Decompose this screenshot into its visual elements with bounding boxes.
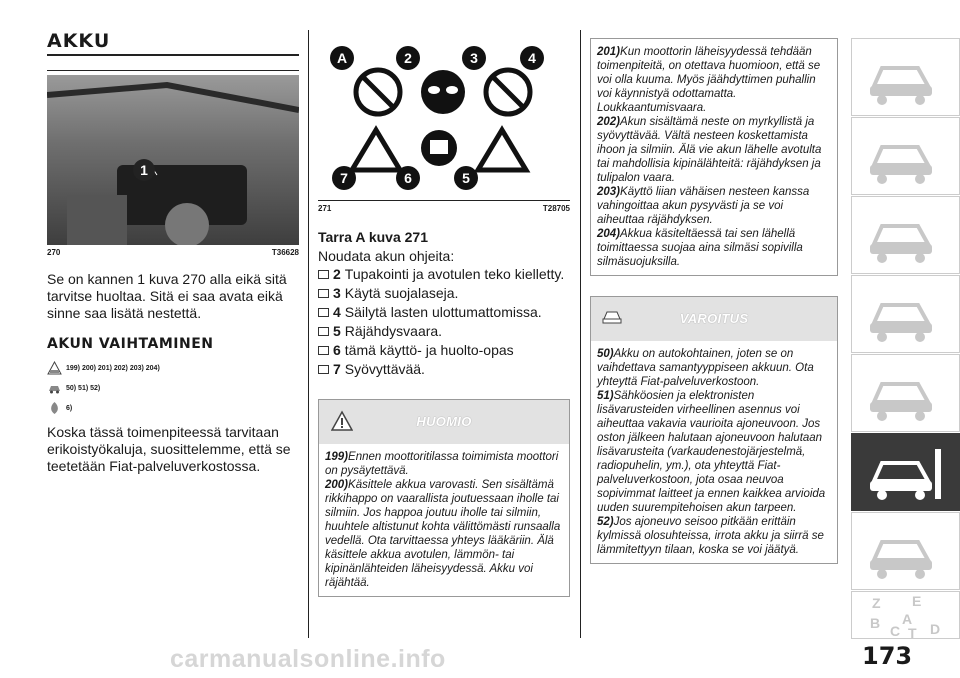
caution-box-header <box>319 400 569 444</box>
instruction-text: Tupakointi ja avotulen teko kielletty. <box>344 266 565 282</box>
label-2: 2 <box>404 50 412 66</box>
sidebar-tab-car-wrench[interactable] <box>851 433 960 511</box>
intro-paragraph: Se on kannen 1 kuva 270 alla eikä sitä tarvitse huoltaa. Sitä ei saa avata eikä sinne saa lisätä nestettä. <box>47 271 287 321</box>
warning-box-header <box>591 297 837 341</box>
car-info-icon <box>866 127 946 187</box>
note-item <box>597 185 831 227</box>
label-7: 7 <box>340 170 348 186</box>
column-1 <box>47 30 299 475</box>
label-4: 4 <box>528 50 536 66</box>
svg-text:T: T <box>908 625 917 638</box>
sidebar-tab-car-info[interactable] <box>851 117 960 195</box>
svg-text:D: D <box>930 621 941 637</box>
warning-label-figure <box>318 30 570 201</box>
continued-caution-box <box>590 38 838 276</box>
sidebar-tab-technical-data[interactable] <box>851 512 960 590</box>
note-text: Akun sisältämä neste on myrkyllistä ja syövyttävää. Vältä nesteen koskettamista ihoon ja silmiin. Älä vie akun lähelle avotulta tai mahdollisia kipinälähteitä: räjähdyksen ja tulipalon vaara. <box>597 116 822 184</box>
column-3 <box>590 38 838 564</box>
section-title: AKKU <box>47 30 111 52</box>
engine-bay-illustration <box>47 75 299 245</box>
checkbox-icon <box>318 270 329 279</box>
engine-bay-photo <box>47 75 299 245</box>
instruction-number: 6 <box>333 342 341 358</box>
warning-car-icon <box>47 381 62 395</box>
figure-code: T36628 <box>271 248 299 257</box>
instruction-item <box>318 284 570 303</box>
car-search-icon <box>866 48 946 108</box>
instruction-number: 3 <box>333 285 341 301</box>
continued-notes <box>591 39 837 275</box>
svg-text:Z: Z <box>872 595 881 611</box>
instruction-number: 4 <box>333 304 341 320</box>
alphabetical-index-icon <box>866 594 946 638</box>
instruction-item <box>318 303 570 322</box>
caution-notes <box>319 444 569 596</box>
note-number: 199) <box>325 451 349 463</box>
warning-box <box>590 296 838 564</box>
checkbox-icon <box>318 308 329 317</box>
instruction-number: 2 <box>333 266 341 282</box>
warning-notes <box>591 341 837 563</box>
instruction-item <box>318 265 570 284</box>
checkbox-icon <box>318 365 329 374</box>
instruction-text: Käytä suojalaseja. <box>344 285 459 301</box>
caution-icon <box>47 361 62 375</box>
corrosive-icon <box>352 130 400 170</box>
instruction-text: tämä käyttö- ja huolto-opas <box>344 342 514 358</box>
explosion-icon <box>478 130 526 170</box>
callout-1: 1 <box>133 159 155 181</box>
technical-data-icon <box>866 522 946 582</box>
figure-top-rule <box>47 70 299 71</box>
figure-caption-2 <box>318 204 570 213</box>
note-item <box>325 450 563 478</box>
figure-caption <box>47 248 299 257</box>
note-item <box>597 45 831 115</box>
service-paragraph: Koska tässä toimenpiteessä tarvitaan erikoistyökaluja, suosittelemme, että se teetetään Fiat-palveluverkostossa. <box>47 424 291 474</box>
note-number: 204) <box>597 228 621 240</box>
warning-box-title: VAROITUS <box>679 311 749 326</box>
instruction-text: Syövyttävää. <box>344 361 425 377</box>
svg-text:E: E <box>912 594 922 609</box>
title-rule <box>47 54 299 56</box>
reference-row-1: 199) 200) 201) 202) 203) 204) <box>47 358 299 378</box>
label-a: A <box>336 50 348 66</box>
instruction-item <box>318 360 570 379</box>
note-item <box>325 478 563 590</box>
note-text: Ennen moottoritilassa toimimista moottori on pysäytettävä. <box>325 451 559 477</box>
column-divider-1 <box>308 30 309 638</box>
checkbox-icon <box>318 289 329 298</box>
note-item <box>597 115 831 185</box>
note-text: Akku on autokohtainen, joten se on vaihdettava samantyyppiseen akkuun. Ota yhteyttä Fiat-palveluverkostoon. <box>597 348 814 388</box>
note-text: Sähköosien ja elektronisten lisävarusteiden virheellinen asennus voi aiheuttaa vakavia vaurioita ajoneuvoon. Jos oston jälkeen halutaan ajoneuvoon halutaan lisävarusteita (varkaudenestojärjestelmä, radiopuhelin, ym.), ota yhteyttä Fiat-palveluverkostoon, jota osaa neuvoa sopivimmat laitteet ja ennen kaikkea arvioida uuden suurempitehoisen akun tarpeen. <box>597 390 826 514</box>
subsection-title: AKUN VAIHTAMINEN <box>47 336 214 352</box>
svg-text:C: C <box>890 623 901 638</box>
goggles-icon <box>421 70 465 114</box>
instruction-number: 5 <box>333 323 341 339</box>
label-5: 5 <box>462 170 470 186</box>
instruction-text: Säilytä lasten ulottumattomissa. <box>344 304 542 320</box>
environment-icon <box>47 401 62 415</box>
figure-code-2: T28705 <box>542 204 570 213</box>
sidebar-tab-alphabetical-index[interactable] <box>851 591 960 639</box>
sidebar-tab-warning-lights[interactable] <box>851 196 960 274</box>
figure-number: 270 <box>47 248 61 257</box>
key-steering-icon <box>866 364 946 424</box>
note-number: 203) <box>597 186 621 198</box>
caution-box <box>318 399 570 597</box>
label-6: 6 <box>404 170 412 186</box>
checkbox-icon <box>318 327 329 336</box>
note-number: 52) <box>597 516 614 528</box>
note-text: Jos ajoneuvo seisoo pitkään erittäin kylmissä olosuhteissa, irrota akku ja siirrä se lämmitettyyn tilaan, koska se voi jäätyä. <box>597 516 824 556</box>
note-text: Käsittele akkua varovasti. Sen sisältämä rikkihappo on vaarallista joutuessaan iholle tai silmiin. Jos happoa joutuu iholle tai silmiin, huuhtele altistunut kohta välittömästi runsaalla vedellä. Ota tarvittaessa yhteys lääkäriin. Älä käsittele akkua avotulen, lämmön- tai kipinänlähteiden läheisyydessä. Akku voi räjähtää. <box>325 479 561 589</box>
svg-text:A: A <box>902 611 913 627</box>
watermark: carmanualsonline.info <box>170 645 446 673</box>
warning-symbols-illustration <box>318 30 570 200</box>
label-heading: Tarra A kuva 271 <box>318 229 428 245</box>
instruction-list <box>318 265 570 379</box>
figure-number-2: 271 <box>318 204 332 213</box>
note-item <box>597 347 831 389</box>
note-number: 51) <box>597 390 614 402</box>
column-2 <box>318 30 570 597</box>
note-text: Käyttö liian vähäisen nesteen kanssa vahingoittaa akun pysyvästi ja se voi aiheuttaa räjähdyksen. <box>597 186 810 226</box>
reference-row-3: 6) <box>47 398 299 418</box>
note-number: 202) <box>597 116 621 128</box>
instruction-text: Räjähdysvaara. <box>344 323 443 339</box>
note-number: 50) <box>597 348 614 360</box>
instruction-number: 7 <box>333 361 341 377</box>
sidebar-tab-key-steering[interactable] <box>851 354 960 432</box>
note-item <box>597 515 831 557</box>
label-intro: Noudata akun ohjeita: <box>318 248 455 264</box>
sidebar-tab-seat-safety[interactable] <box>851 275 960 353</box>
instruction-item <box>318 322 570 341</box>
label-3: 3 <box>470 50 478 66</box>
caution-box-title: HUOMIO <box>416 414 472 429</box>
instruction-item <box>318 341 570 360</box>
note-item <box>597 389 831 515</box>
warning-lights-icon <box>866 206 946 266</box>
reference-row-2: 50) 51) 52) <box>47 378 299 398</box>
sidebar-tab-car-search[interactable] <box>851 38 960 116</box>
note-text: Akkua käsiteltäessä tai sen lähellä toimittaessa suojaa aina silmäsi sopivilla silmäsuojuksilla. <box>597 228 803 268</box>
note-number: 201) <box>597 46 621 58</box>
note-item <box>597 227 831 269</box>
column-divider-2 <box>580 30 581 638</box>
page-number: 173 <box>862 642 913 670</box>
note-text: Kun moottorin läheisyydessä tehdään toimenpiteitä, on otettava huomioon, että se voi olla kuuma. Myös jäähdyttimen puhallin voi käynnistyä odottamatta. Loukkaantumisvaara. <box>597 46 821 114</box>
svg-text:B: B <box>870 615 881 631</box>
seat-safety-icon <box>866 285 946 345</box>
checkbox-icon <box>318 346 329 355</box>
note-number: 200) <box>325 479 349 491</box>
car-wrench-icon <box>866 443 946 503</box>
